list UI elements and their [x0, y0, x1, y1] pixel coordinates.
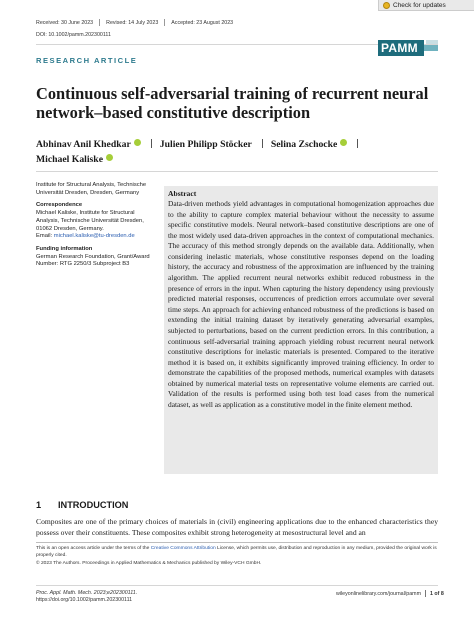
license-footnote: [36, 545, 438, 567]
orcid-icon[interactable]: [340, 139, 347, 146]
author-list: [36, 137, 436, 167]
divider: [36, 585, 438, 586]
copyright: © 2023 The Authors. Proceedings in Applied Mathematics & Mechanics published by Wiley-VCH GmbH.: [36, 560, 262, 566]
abstract-text: Data-driven methods yield advantages in computational homogenization approaches due to the ability to capture complex material behaviour without the necessity to assume specific constitutive models. Neural network–based constitutive descriptions are one of the most widely used data-driven approaches in the context of computational mechanics. The accuracy of this method strongly depends on the available data. Additionally, when considering inelastic materials, whose constitutive responses depend on the loading history, the accuracy and robustness of the approximation are influenced by the training algorithm. The applied recurrent neural networks exhibit reduced robustness in the presence of errors in the input. When capturing the history dependency using previously predicted material responses, occurrences of prediction errors accumulate over several time steps. An approach for achieving enhanced robustness of the predictions is based on extending the initial training dataset by iteratively generating adversarial examples, subjected to perturbations, based on the current prediction errors. In this contribution, a continuous self-adversarial training approach yielding robust recurrent neural network constitutive descriptions for inelastic materials is presented. Compared to the iterative method it is based on, it exhibits significantly improved training efficiency. In order to demonstrate the capabilities of the proposed methods, numerical examples with datasets obtained by numerical material tests on representative volume elements are carried out. Validation of the results is performed using both test load cases from the numerical dataset, as well as application as a constitutive model in the finite element method.: [168, 199, 434, 409]
doi: DOI: 10.1002/pamm.202300111: [36, 32, 111, 38]
received-date: Received: 30 June 2023: [36, 19, 94, 26]
crossmark-icon: [383, 2, 390, 9]
correspondence-heading: Correspondence: [36, 202, 83, 209]
article-title: Continuous self-adversarial training of recurrent neural network–based constitutive description: [36, 84, 429, 122]
orcid-icon[interactable]: [134, 139, 141, 146]
divider: [36, 171, 438, 172]
footer-right: [336, 590, 444, 597]
email-line: [36, 233, 156, 241]
license-link[interactable]: Creative Commons Attribution: [150, 546, 216, 551]
section-number: 1: [36, 500, 42, 510]
journal-logo-text: PAMM: [378, 40, 424, 56]
section-heading: [36, 500, 128, 510]
author-name[interactable]: Selina Zschocke: [270, 139, 338, 150]
email-label: Email:: [36, 233, 53, 240]
article-info-sidebar: [36, 182, 156, 269]
correspondence-text: Michael Kaliske, Institute for Structural Analysis, Technische Universität Dresden, 01062 Dresden, Germany.: [36, 210, 144, 232]
license-text: This is an open access article under the terms of the: [36, 546, 150, 551]
check-for-updates-button[interactable]: [378, 0, 474, 11]
journal-citation: Proc. Appl. Math. Mech. 2023;e202300111.: [36, 590, 138, 596]
section-title: INTRODUCTION: [58, 500, 129, 510]
email-link[interactable]: michael.kaliske@tu-dresden.de: [53, 233, 135, 240]
funding-heading: Funding information: [36, 245, 93, 252]
revised-date: Revised: 14 July 2023: [106, 19, 159, 26]
doi-link[interactable]: https://doi.org/10.1002/pamm.202300111: [36, 597, 133, 604]
license-text: License, which permits use, distribution and reproduction in any medium, provided the original work is properly cited.: [36, 546, 437, 559]
author-name[interactable]: Julien Philipp Stöcker: [159, 139, 252, 150]
section-kicker: RESEARCH ARTICLE: [36, 56, 138, 65]
footer-citation: [36, 590, 137, 605]
page-count: 1 of 8: [429, 590, 444, 597]
orcid-icon[interactable]: [106, 154, 113, 161]
journal-site-link[interactable]: wileyonlinelibrary.com/journal/pamm: [336, 590, 421, 597]
divider: [36, 542, 438, 543]
intro-paragraph: Composites are one of the primary choices of materials in (civil) engineering applications due to the enhanced characteristics they possess over their constituents. These composites exhibit strong heterogeneity at mesostructural level and an: [36, 517, 438, 538]
journal-logo: [378, 40, 438, 56]
article-dates: [36, 19, 233, 26]
author-name[interactable]: Michael Kaliske: [36, 154, 103, 165]
author-name[interactable]: Abhinav Anil Khedkar: [36, 139, 131, 150]
check-for-updates-label: Check for updates: [393, 1, 446, 9]
affiliation: Institute for Structural Analysis, Technische Universität Dresden, Dresden, Germany: [36, 182, 147, 196]
abstract-heading: Abstract: [168, 189, 197, 198]
funding-text: German Research Foundation, Grant/Award Number: RTG 2250/3 Subproject B3: [36, 253, 150, 268]
accepted-date: Accepted: 23 August 2023: [171, 19, 234, 26]
